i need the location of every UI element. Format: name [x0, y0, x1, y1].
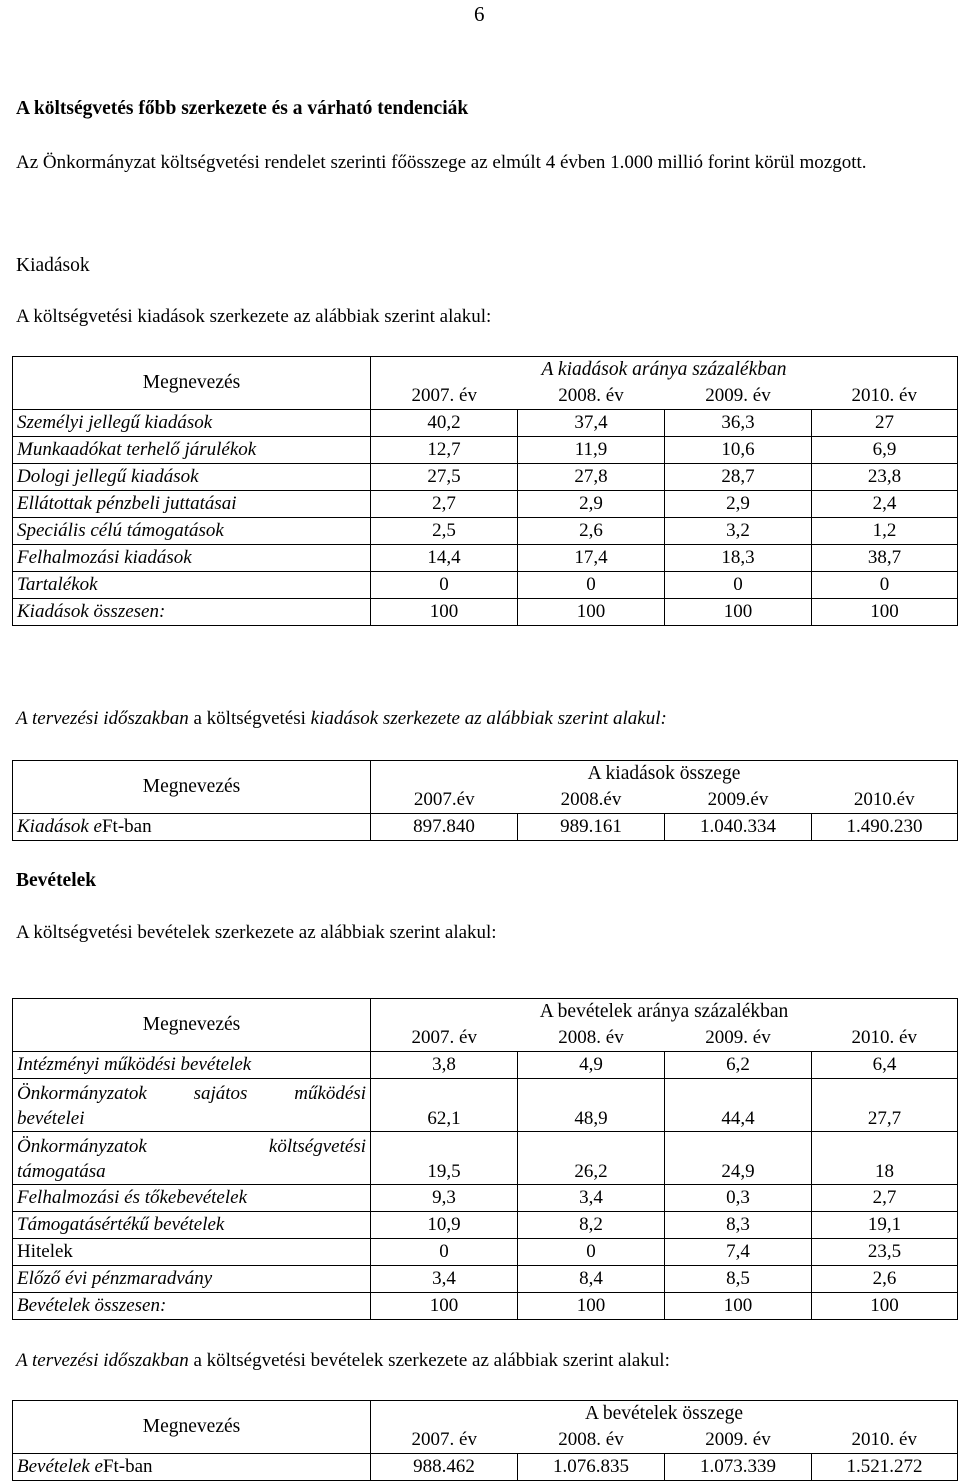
caption-italic-part: kiadások szerkezete az alábbiak szerint alakul:: [310, 708, 667, 729]
table-body: [13, 410, 958, 626]
value-cell: 2,6: [518, 518, 665, 545]
row-label: Támogatásértékű bevételek: [13, 1212, 371, 1239]
value-cell: 11,9: [518, 437, 665, 464]
table-row: [13, 814, 958, 841]
value-cell: 0: [371, 572, 518, 599]
value-cell: 1,2: [812, 518, 958, 545]
value-cell: 27: [812, 410, 958, 437]
table-row: [13, 1293, 958, 1320]
value-cell: 44,4: [665, 1079, 812, 1132]
page-number: 6: [474, 2, 485, 26]
value-cell: 27,8: [518, 464, 665, 491]
row-label: Kiadások összesen:: [13, 599, 371, 626]
value-cell: 0: [812, 572, 958, 599]
value-cell: 897.840: [371, 814, 518, 841]
value-cell: 2,4: [812, 491, 958, 518]
row-label: Dologi jellegű kiadások: [13, 464, 371, 491]
value-cell: 0: [518, 1239, 665, 1266]
value-cell: 100: [518, 599, 665, 626]
value-cell: 988.462: [371, 1454, 518, 1481]
revenues-planning-caption: [16, 1350, 670, 1372]
value-cell: 100: [812, 1293, 958, 1320]
name-column-header: Megnevezés: [13, 357, 371, 410]
value-cell: 8,3: [665, 1212, 812, 1239]
row-label: Önkormányzatok költségvetési támogatása: [13, 1132, 371, 1185]
row-label: Bevételek eFt-ban: [13, 1454, 371, 1481]
value-cell: 1.076.835: [518, 1454, 665, 1481]
table-row: [13, 572, 958, 599]
table-row: [13, 410, 958, 437]
table-row: [13, 518, 958, 545]
year-header: 2010. év: [851, 385, 917, 406]
year-header: 2009. év: [705, 385, 771, 406]
value-cell: 0,3: [665, 1185, 812, 1212]
row-label: Előző évi pénzmaradvány: [13, 1266, 371, 1293]
value-cell: 14,4: [371, 545, 518, 572]
table-row: [13, 491, 958, 518]
expenses-heading: Kiadások: [16, 255, 90, 276]
value-cell: 19,5: [371, 1132, 518, 1185]
value-cell: 37,4: [518, 410, 665, 437]
value-cell: 0: [371, 1239, 518, 1266]
value-cell: 4,9: [518, 1052, 665, 1079]
table-row: [13, 1454, 958, 1481]
value-cell: 0: [665, 572, 812, 599]
table-row: [13, 1239, 958, 1266]
value-cell: 2,9: [518, 491, 665, 518]
value-cell: 18: [812, 1132, 958, 1185]
value-cell: 6,2: [665, 1052, 812, 1079]
value-cell: 9,3: [371, 1185, 518, 1212]
group-header: A kiadások összege: [371, 761, 958, 788]
value-cell: 19,1: [812, 1212, 958, 1239]
table-row: [13, 1266, 958, 1293]
caption-italic-part: A tervezési időszakban: [16, 708, 189, 729]
year-header: 2008.év: [518, 787, 665, 814]
table-row: [13, 1185, 958, 1212]
value-cell: 100: [665, 599, 812, 626]
expenses-caption: A költségvetési kiadások szerkezete az alábbiak szerint alakul:: [16, 306, 492, 327]
value-cell: 40,2: [371, 410, 518, 437]
value-cell: 12,7: [371, 437, 518, 464]
year-header: 2008. év: [518, 1025, 665, 1052]
value-cell: 38,7: [812, 545, 958, 572]
value-cell: 6,9: [812, 437, 958, 464]
value-cell: 100: [371, 599, 518, 626]
value-cell: 2,7: [812, 1185, 958, 1212]
value-cell: 6,4: [812, 1052, 958, 1079]
year-header: 2008. év: [518, 1427, 665, 1454]
table-row: [13, 1052, 958, 1079]
intro-paragraph: Az Önkormányzat költségvetési rendelet szerinti főösszege az elmúlt 4 évben 1.000 millió forint körül mozgott.: [16, 152, 867, 173]
value-cell: 1.490.230: [812, 814, 958, 841]
expense-total-table: [12, 760, 958, 841]
row-label: Bevételek összesen:: [13, 1293, 371, 1320]
value-cell: 8,4: [518, 1266, 665, 1293]
section-title: A költségvetés főbb szerkezete és a várható tendenciák: [16, 98, 469, 119]
value-cell: 18,3: [665, 545, 812, 572]
value-cell: 48,9: [518, 1079, 665, 1132]
value-cell: 100: [371, 1293, 518, 1320]
group-header: A kiadások aránya százalékban: [541, 359, 787, 380]
name-column-header: Megnevezés: [13, 761, 371, 814]
value-cell: 8,2: [518, 1212, 665, 1239]
table-header-row: [13, 357, 958, 384]
value-cell: 0: [518, 572, 665, 599]
row-label: Tartalékok: [13, 572, 371, 599]
value-cell: 23,8: [812, 464, 958, 491]
name-column-header: Megnevezés: [13, 1401, 371, 1454]
year-header: 2010. év: [812, 1427, 958, 1454]
expense-ratio-table: [12, 356, 958, 626]
table-row: [13, 437, 958, 464]
value-cell: 10,9: [371, 1212, 518, 1239]
row-label: Ellátottak pénzbeli juttatásai: [13, 491, 371, 518]
value-cell: 8,5: [665, 1266, 812, 1293]
value-cell: 62,1: [371, 1079, 518, 1132]
value-cell: 10,6: [665, 437, 812, 464]
year-header: 2010. év: [812, 1025, 958, 1052]
revenue-ratio-table: [12, 998, 958, 1320]
value-cell: 27,5: [371, 464, 518, 491]
value-cell: 24,9: [665, 1132, 812, 1185]
group-header: A bevételek aránya százalékban: [371, 999, 958, 1026]
year-header: 2009. év: [665, 1025, 812, 1052]
value-cell: 989.161: [518, 814, 665, 841]
value-cell: 100: [518, 1293, 665, 1320]
value-cell: 36,3: [665, 410, 812, 437]
caption-normal-part: a költségvetési: [188, 708, 311, 729]
name-column-header: Megnevezés: [13, 999, 371, 1052]
table-row: [13, 1132, 958, 1185]
table-row: [13, 1212, 958, 1239]
value-cell: 2,5: [371, 518, 518, 545]
value-cell: 100: [812, 599, 958, 626]
value-cell: 28,7: [665, 464, 812, 491]
row-label: Önkormányzatok sajátos működési bevételei: [13, 1079, 371, 1132]
row-label: Intézményi működési bevételek: [13, 1052, 371, 1079]
table-row: [13, 545, 958, 572]
table-body: [13, 1052, 958, 1320]
row-label: Hitelek: [13, 1239, 371, 1266]
value-cell: 3,4: [371, 1266, 518, 1293]
table-row: [13, 599, 958, 626]
year-header: 2009.év: [665, 787, 812, 814]
value-cell: 1.521.272: [812, 1454, 958, 1481]
revenues-caption: A költségvetési bevételek szerkezete az alábbiak szerint alakul:: [16, 922, 497, 943]
year-header: 2007. év: [371, 1025, 518, 1052]
value-cell: 1.073.339: [665, 1454, 812, 1481]
year-header: 2007. év: [371, 1427, 518, 1454]
row-label: Felhalmozási kiadások: [13, 545, 371, 572]
value-cell: 2,6: [812, 1266, 958, 1293]
value-cell: 17,4: [518, 545, 665, 572]
table-row: [13, 1079, 958, 1132]
value-cell: 26,2: [518, 1132, 665, 1185]
value-cell: 7,4: [665, 1239, 812, 1266]
year-header: 2007.év: [371, 787, 518, 814]
caption-italic-part: A tervezési időszakban: [16, 1350, 189, 1371]
row-label: Kiadások eFt-ban: [13, 814, 371, 841]
value-cell: 3,8: [371, 1052, 518, 1079]
row-label: Munkaadókat terhelő járulékok: [13, 437, 371, 464]
year-header: 2009. év: [665, 1427, 812, 1454]
value-cell: 3,2: [665, 518, 812, 545]
group-header: A bevételek összege: [371, 1401, 958, 1428]
value-cell: 23,5: [812, 1239, 958, 1266]
value-cell: 2,9: [665, 491, 812, 518]
row-label: Személyi jellegű kiadások: [13, 410, 371, 437]
revenues-heading: Bevételek: [16, 870, 97, 891]
row-label: Speciális célú támogatások: [13, 518, 371, 545]
value-cell: 2,7: [371, 491, 518, 518]
year-header: 2008. év: [558, 385, 624, 406]
table-row: [13, 464, 958, 491]
year-header: 2010.év: [812, 787, 958, 814]
value-cell: 3,4: [518, 1185, 665, 1212]
row-label: Felhalmozási és tőkebevételek: [13, 1185, 371, 1212]
value-cell: 27,7: [812, 1079, 958, 1132]
value-cell: 100: [665, 1293, 812, 1320]
expenses-planning-caption: [16, 708, 667, 730]
revenue-total-table: [12, 1400, 958, 1481]
year-header: 2007. év: [411, 385, 477, 406]
caption-normal-part: a költségvetési bevételek szerkezete az alábbiak szerint alakul:: [188, 1350, 670, 1371]
value-cell: 1.040.334: [665, 814, 812, 841]
